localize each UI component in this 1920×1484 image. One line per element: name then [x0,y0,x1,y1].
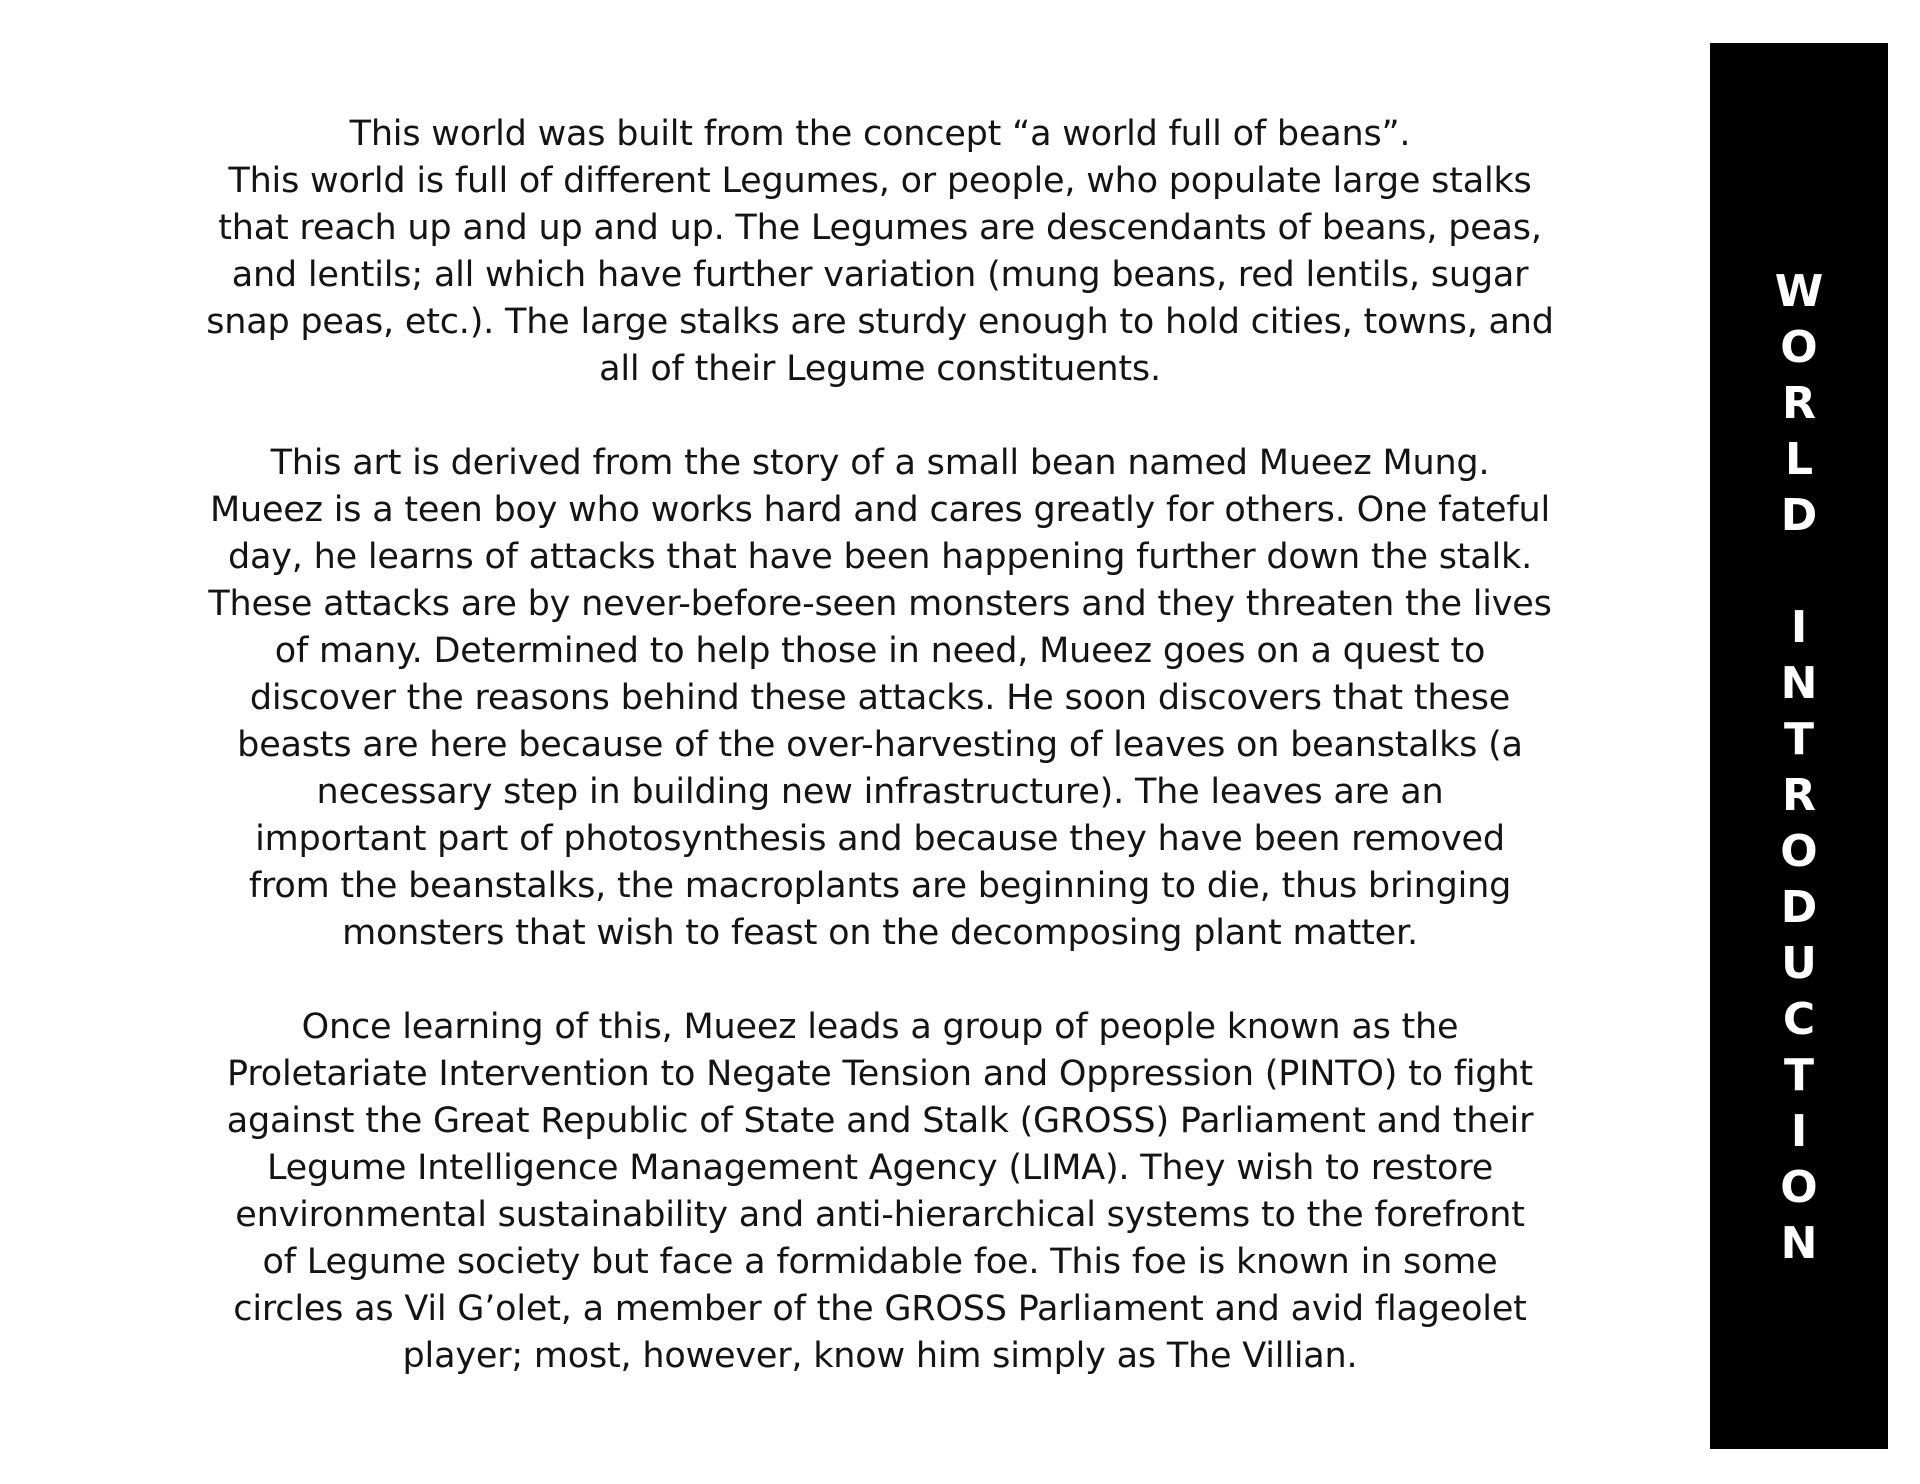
paragraph-world [100,111,1660,393]
title-sidebar [1710,43,1888,1449]
text-line: from the beanstalks, the macroplants are beginning to die, thus bringing [248,866,1512,906]
title-letter: O [1780,322,1818,373]
paragraph-conflict [100,1004,1660,1380]
title-letter: N [1780,1218,1818,1269]
text-line: snap peas, etc.). The large stalks are sturdy enough to hold cities, towns, and [206,302,1554,342]
text-line: against the Great Republic of State and Stalk (GROSS) Parliament and their [226,1101,1534,1141]
vertical-title [1710,264,1888,1272]
title-letter: O [1780,826,1818,877]
text-line: Once learning of this, Mueez leads a group of people known as the [301,1007,1459,1047]
intro-text [100,111,1660,1427]
paragraph-story [100,440,1660,957]
text-line: of many. Determined to help those in need, Mueez goes on a quest to [274,631,1486,671]
text-line: all of their Legume constituents. [599,349,1161,389]
text-line: Mueez is a teen boy who works hard and cares greatly for others. One fateful [209,490,1551,530]
title-letter: D [1780,490,1818,541]
title-letter: N [1780,658,1818,709]
text-line: important part of photosynthesis and because they have been removed [255,819,1505,859]
title-letter: U [1781,938,1817,989]
title-letter: T [1783,1050,1814,1101]
text-line: that reach up and up and up. The Legumes are descendants of beans, peas, [218,208,1542,248]
text-line: These attacks are by never-before-seen monsters and they threaten the lives [208,584,1552,624]
text-line: circles as Vil G’olet, a member of the GROSS Parliament and avid flageolet [233,1289,1527,1329]
title-letter: R [1782,378,1816,429]
text-line: This world was built from the concept “a world full of beans”. [349,114,1411,154]
text-line: necessary step in building new infrastructure). The leaves are an [316,772,1444,812]
text-line: monsters that wish to feast on the decomposing plant matter. [342,913,1418,953]
text-line: Proletariate Intervention to Negate Tension and Oppression (PINTO) to fight [227,1054,1533,1094]
text-line: This world is full of different Legumes, or people, who populate large stalks [228,161,1532,201]
text-line: of Legume society but face a formidable foe. This foe is known in some [262,1242,1498,1282]
title-letter: O [1780,1162,1818,1213]
text-line: This art is derived from the story of a small bean named Mueez Mung. [270,443,1490,483]
title-letter: L [1784,434,1814,485]
text-line: discover the reasons behind these attacks. He soon discovers that these [249,678,1511,718]
title-letter: R [1782,770,1816,821]
text-line: player; most, however, know him simply as The Villian. [402,1336,1358,1376]
title-letter: D [1780,882,1818,933]
title-letter: I [1790,1106,1808,1157]
text-line: beasts are here because of the over-harvesting of leaves on beanstalks (a [237,725,1523,765]
text-line: day, he learns of attacks that have been happening further down the stalk. [227,537,1533,577]
text-line: environmental sustainability and anti-hierarchical systems to the forefront [235,1195,1525,1235]
title-letter: I [1790,602,1808,653]
text-line: Legume Intelligence Management Agency (LIMA). They wish to restore [266,1148,1494,1188]
text-line: and lentils; all which have further variation (mung beans, red lentils, sugar [231,255,1529,295]
title-letter: T [1783,714,1814,765]
title-letter: W [1774,266,1824,317]
title-letter: C [1782,994,1816,1045]
